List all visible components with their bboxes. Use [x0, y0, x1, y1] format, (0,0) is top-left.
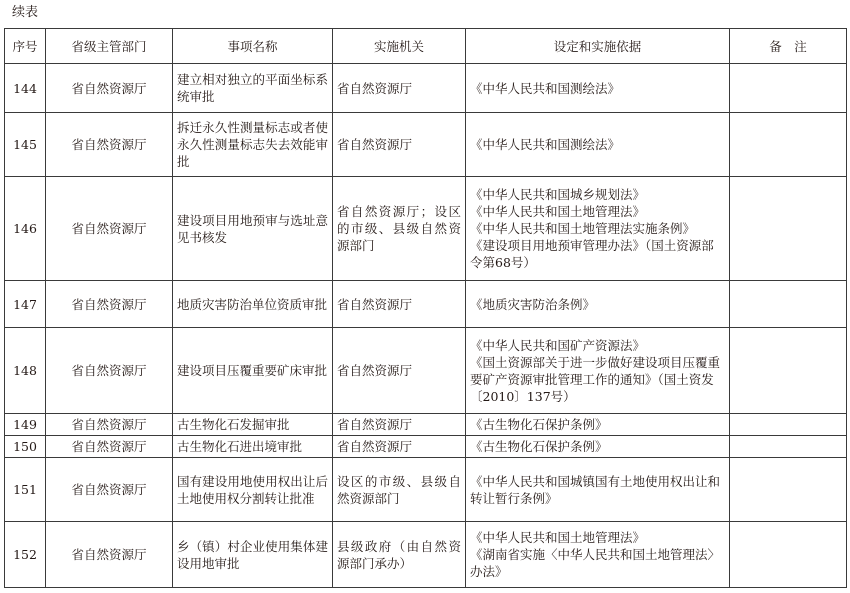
table-row: [5, 177, 847, 281]
row-department: 省自然资源厅: [46, 436, 173, 458]
table-row: [5, 281, 847, 328]
basis-line: 《中华人民共和国土地管理法实施条例》: [470, 221, 696, 236]
row-basis: [466, 458, 730, 522]
basis-line: 《古生物化石保护条例》: [470, 417, 608, 432]
row-number: 147: [5, 281, 46, 328]
table-row: [5, 458, 847, 522]
row-item-name: 拆迁永久性测量标志或者使永久性测量标志失去效能审批: [173, 113, 333, 177]
table-header-row: [5, 29, 847, 64]
table-row: [5, 64, 847, 113]
row-item-name: 古生物化石发掘审批: [173, 414, 333, 436]
row-department: 省自然资源厅: [46, 281, 173, 328]
row-number: 145: [5, 113, 46, 177]
row-item-name: 建设项目用地预审与选址意见书核发: [173, 177, 333, 281]
basis-line: 《中华人民共和国土地管理法》: [470, 204, 646, 219]
header-agency: 实施机关: [333, 29, 466, 64]
row-department: 省自然资源厅: [46, 522, 173, 588]
row-agency: 省自然资源厅: [333, 436, 466, 458]
basis-line: 《中华人民共和国测绘法》: [470, 80, 621, 96]
row-number: 144: [5, 64, 46, 113]
row-basis: [466, 281, 730, 328]
row-department: 省自然资源厅: [46, 64, 173, 113]
row-item-name: 建设项目压覆重要矿床审批: [173, 328, 333, 414]
header-item-name: 事项名称: [173, 29, 333, 64]
basis-line: 《中华人民共和国矿产资源法》: [470, 337, 646, 353]
row-basis: [466, 113, 730, 177]
basis-line: 《中华人民共和国测绘法》: [470, 137, 621, 152]
row-agency: 省自然资源厅；设区的市级、县级自然资源部门: [333, 177, 466, 281]
row-department: 省自然资源厅: [46, 113, 173, 177]
row-note: [730, 281, 847, 328]
row-note: [730, 458, 847, 522]
row-note: [730, 328, 847, 414]
basis-line: 《中华人民共和国城镇国有土地使用权出让和转让暂行条例》: [470, 473, 721, 506]
table-caption: 续表: [12, 5, 39, 20]
row-item-name: 国有建设用地使用权出让后土地使用权分割转让批准: [173, 458, 333, 522]
row-department: 省自然资源厅: [46, 414, 173, 436]
row-agency: 省自然资源厅: [333, 113, 466, 177]
row-agency: 设区的市级、县级自然资源部门: [333, 458, 466, 522]
row-department: 省自然资源厅: [46, 177, 173, 281]
header-number: 序号: [5, 29, 46, 64]
row-basis: [466, 436, 730, 458]
row-item-name: 乡（镇）村企业使用集体建设用地审批: [173, 522, 333, 588]
header-department: 省级主管部门: [46, 29, 173, 64]
basis-line: 《古生物化石保护条例》: [470, 439, 608, 454]
row-basis: [466, 177, 730, 281]
row-department: 省自然资源厅: [46, 458, 173, 522]
row-number: 149: [5, 414, 46, 436]
row-basis: [466, 64, 730, 113]
table-row: [5, 436, 847, 458]
row-number: 146: [5, 177, 46, 281]
basis-line: 《国土资源部关于进一步做好建设项目压覆重要矿产资源审批管理工作的通知》（国土资发〔2010〕137号）: [470, 354, 721, 404]
row-basis: [466, 522, 730, 588]
row-basis: [466, 414, 730, 436]
row-agency: 省自然资源厅: [333, 64, 466, 113]
table-row: [5, 328, 847, 414]
row-number: 151: [5, 458, 46, 522]
basis-line: 《地质灾害防治条例》: [470, 296, 596, 312]
row-number: 152: [5, 522, 46, 588]
row-note: [730, 113, 847, 177]
row-agency: 省自然资源厅: [333, 281, 466, 328]
row-agency: 省自然资源厅: [333, 328, 466, 414]
header-note: 备 注: [730, 29, 847, 64]
basis-line: 《建设项目用地预审管理办法》（国土资源部令第68号）: [470, 238, 714, 270]
row-department: 省自然资源厅: [46, 328, 173, 414]
table-row: [5, 113, 847, 177]
row-basis: [466, 328, 730, 414]
row-note: [730, 414, 847, 436]
row-note: [730, 522, 847, 588]
basis-line: 《中华人民共和国城乡规划法》: [470, 187, 646, 202]
row-item-name: 建立相对独立的平面坐标系统审批: [173, 64, 333, 113]
row-number: 150: [5, 436, 46, 458]
row-number: 148: [5, 328, 46, 414]
basis-line: 《湖南省实施〈中华人民共和国土地管理法〉办法》: [470, 547, 721, 579]
row-note: [730, 436, 847, 458]
basis-line: 《中华人民共和国土地管理法》: [470, 530, 646, 545]
row-agency: 县级政府（由自然资源部门承办）: [333, 522, 466, 588]
header-basis: 设定和实施依据: [466, 29, 730, 64]
row-item-name: 地质灾害防治单位资质审批: [173, 281, 333, 328]
table-row: [5, 522, 847, 588]
row-item-name: 古生物化石进出境审批: [173, 436, 333, 458]
table-row: [5, 414, 847, 436]
data-table: [4, 28, 847, 588]
row-agency: 省自然资源厅: [333, 414, 466, 436]
row-note: [730, 177, 847, 281]
row-note: [730, 64, 847, 113]
